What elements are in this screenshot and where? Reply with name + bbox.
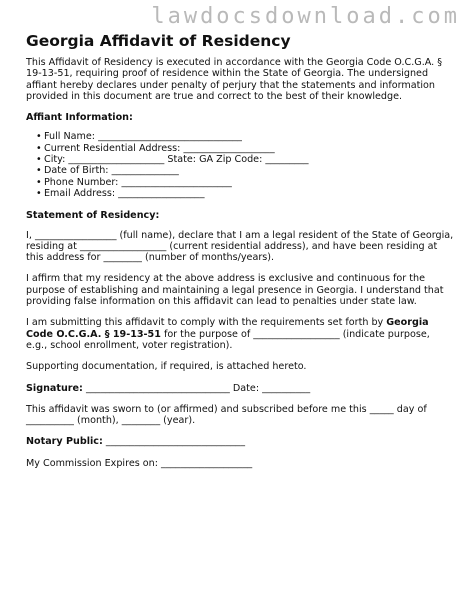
full-name-blank[interactable]: ______________________________ (98, 131, 242, 143)
intro-paragraph: This Affidavit of Residency is executed in accordance with the Georgia Code O.C.G.A. § 19-13-51, requiring proof of residence within the State of Georgia. The undersigned affiant hereby declares under penalty of perjury that the statements and information provided in this document are true and correct to the best of their knowledge. (26, 57, 443, 102)
residence-address-blank[interactable]: __________________ (79, 240, 167, 252)
commission-blank[interactable]: ___________________ (161, 457, 253, 469)
phone-item: • Phone Number: _______________________ (36, 177, 454, 188)
signature-label: Signature: (26, 382, 83, 394)
supporting-docs-paragraph: Supporting documentation, if required, is attached hereto. (26, 361, 307, 373)
sworn-paragraph: This affidavit was sworn to (or affirmed) and subscribed before me this _____ day of __________ (month), ________ (year). (26, 403, 427, 427)
sworn-month-blank[interactable]: __________ (26, 415, 74, 427)
document-body (26, 57, 454, 479)
email-blank[interactable]: __________________ (118, 187, 205, 199)
signature-line (26, 383, 454, 394)
purpose-blank[interactable]: __________________ (253, 328, 340, 340)
duration-blank[interactable]: ________ (103, 252, 142, 264)
purpose-paragraph: I am submitting this affidavit to comply with the requirements set forth by Georgia Code O.C.G.A. § 19-13-51 for the purpose of __________________ (indicate purpose, e.g., school enrollment, voter registration). (26, 317, 430, 351)
city-blank[interactable]: ____________________ (68, 154, 165, 166)
watermark: lawdocsdownload.com (151, 4, 460, 29)
date-blank[interactable]: __________ (262, 382, 311, 394)
dob-blank[interactable]: ______________ (111, 165, 179, 177)
commission-label: My Commission Expires on: (26, 457, 158, 469)
date-label: Date: (232, 382, 260, 394)
state-zip-label: State: GA Zip Code: (167, 154, 263, 166)
notary-blank[interactable]: _____________________________ (105, 436, 246, 448)
zip-blank[interactable]: _________ (265, 154, 309, 166)
full-name-item: • Full Name: ______________________________ (36, 131, 454, 142)
statement-heading: Statement of Residency: (26, 210, 160, 222)
declarant-name-blank[interactable]: _________________ (34, 229, 117, 241)
signature-blank[interactable]: ______________________________ (85, 382, 230, 394)
address-item: • Current Residential Address: ___________________ (36, 143, 454, 154)
code-reference: Georgia Code O.C.G.A. § 19-13-51 (26, 317, 429, 340)
affiant-heading: Affiant Information: (26, 112, 133, 124)
email-item: • Email Address: __________________ (36, 188, 454, 199)
dob-item: • Date of Birth: ______________ (36, 165, 454, 176)
city-item: • City: ____________________ State: GA Zip Code: _________ (36, 154, 454, 165)
phone-blank[interactable]: _______________________ (121, 176, 232, 188)
document-title: Georgia Affidavit of Residency (26, 32, 291, 50)
affiant-info-list (26, 131, 454, 199)
commission-line (26, 458, 454, 469)
notary-line (26, 436, 454, 447)
sworn-year-blank[interactable]: ________ (121, 415, 161, 427)
notary-label: Notary Public: (26, 436, 103, 448)
affirmation-paragraph: I affirm that my residency at the above address is exclusive and continuous for the purpose of establishing and maintaining a legal presence in Georgia. I understand that providing false information on this affidavit can lead to penalties under state law. (26, 273, 444, 308)
address-blank[interactable]: ___________________ (183, 142, 275, 154)
sworn-day-blank[interactable]: _____ (369, 403, 394, 415)
residency-declaration: I, _________________ (full name), declare that I am a legal resident of the State of Georgia, residing at __________________ (current residential address), and have been residing at this address for ________ (number of months/years). (26, 229, 454, 264)
